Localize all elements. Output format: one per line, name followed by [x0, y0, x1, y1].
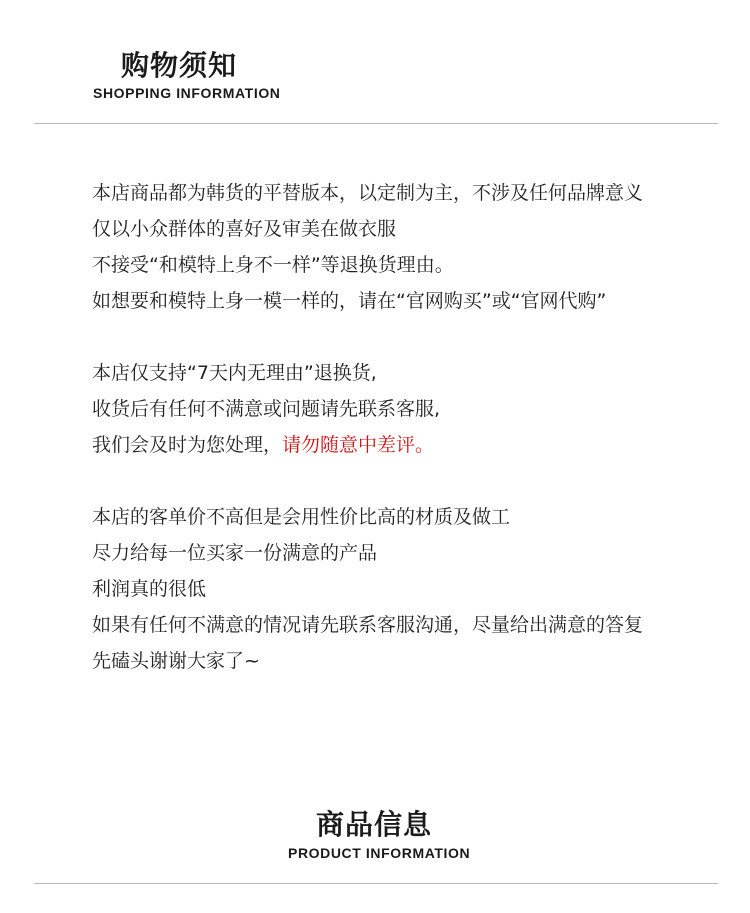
- notice-line: 不接受“和模特上身不一样”等退换货理由。: [92, 254, 454, 276]
- shopping-info-divider: [34, 123, 718, 124]
- quality-note-line: 尽力给每一位买家一份满意的产品: [92, 542, 378, 564]
- return-policy-line: 收货后有任何不满意或问题请先联系客服,: [92, 398, 441, 420]
- return-policy-line: [92, 427, 712, 463]
- no-bad-review-warning: 请勿随意中差评。: [282, 434, 435, 456]
- shopping-info-title: 购物须知: [121, 49, 238, 82]
- quality-note-line: 利润真的很低: [92, 578, 207, 600]
- quality-note-line: 如果有任何不满意的情况请先联系客服沟通，尽量给出满意的答复: [92, 614, 644, 636]
- notice-line: 如想要和模特上身一模一样的，请在“官网购买”或“官网代购”: [92, 290, 607, 312]
- notice-line: 仅以小众群体的喜好及审美在做衣服: [92, 218, 397, 240]
- shopping-info-body: [92, 175, 712, 679]
- quality-note-line: 先磕头谢谢大家了~: [92, 650, 260, 672]
- product-info-subtitle: PRODUCT INFORMATION: [288, 845, 471, 861]
- quality-note-line: 本店的客单价不高但是会用性价比高的材质及做工: [92, 506, 511, 528]
- paragraph-gap: [92, 463, 712, 499]
- return-policy-text: 我们会及时为您处理，: [92, 434, 283, 456]
- product-info-title: 商品信息: [316, 808, 433, 841]
- shopping-info-subtitle: SHOPPING INFORMATION: [93, 85, 281, 101]
- return-policy-line: 本店仅支持“7天内无理由”退换货,: [92, 362, 377, 384]
- product-info-divider: [34, 883, 718, 884]
- notice-line: 本店商品都为韩货的平替版本，以定制为主，不涉及任何品牌意义: [92, 182, 644, 204]
- paragraph-gap: [92, 319, 712, 355]
